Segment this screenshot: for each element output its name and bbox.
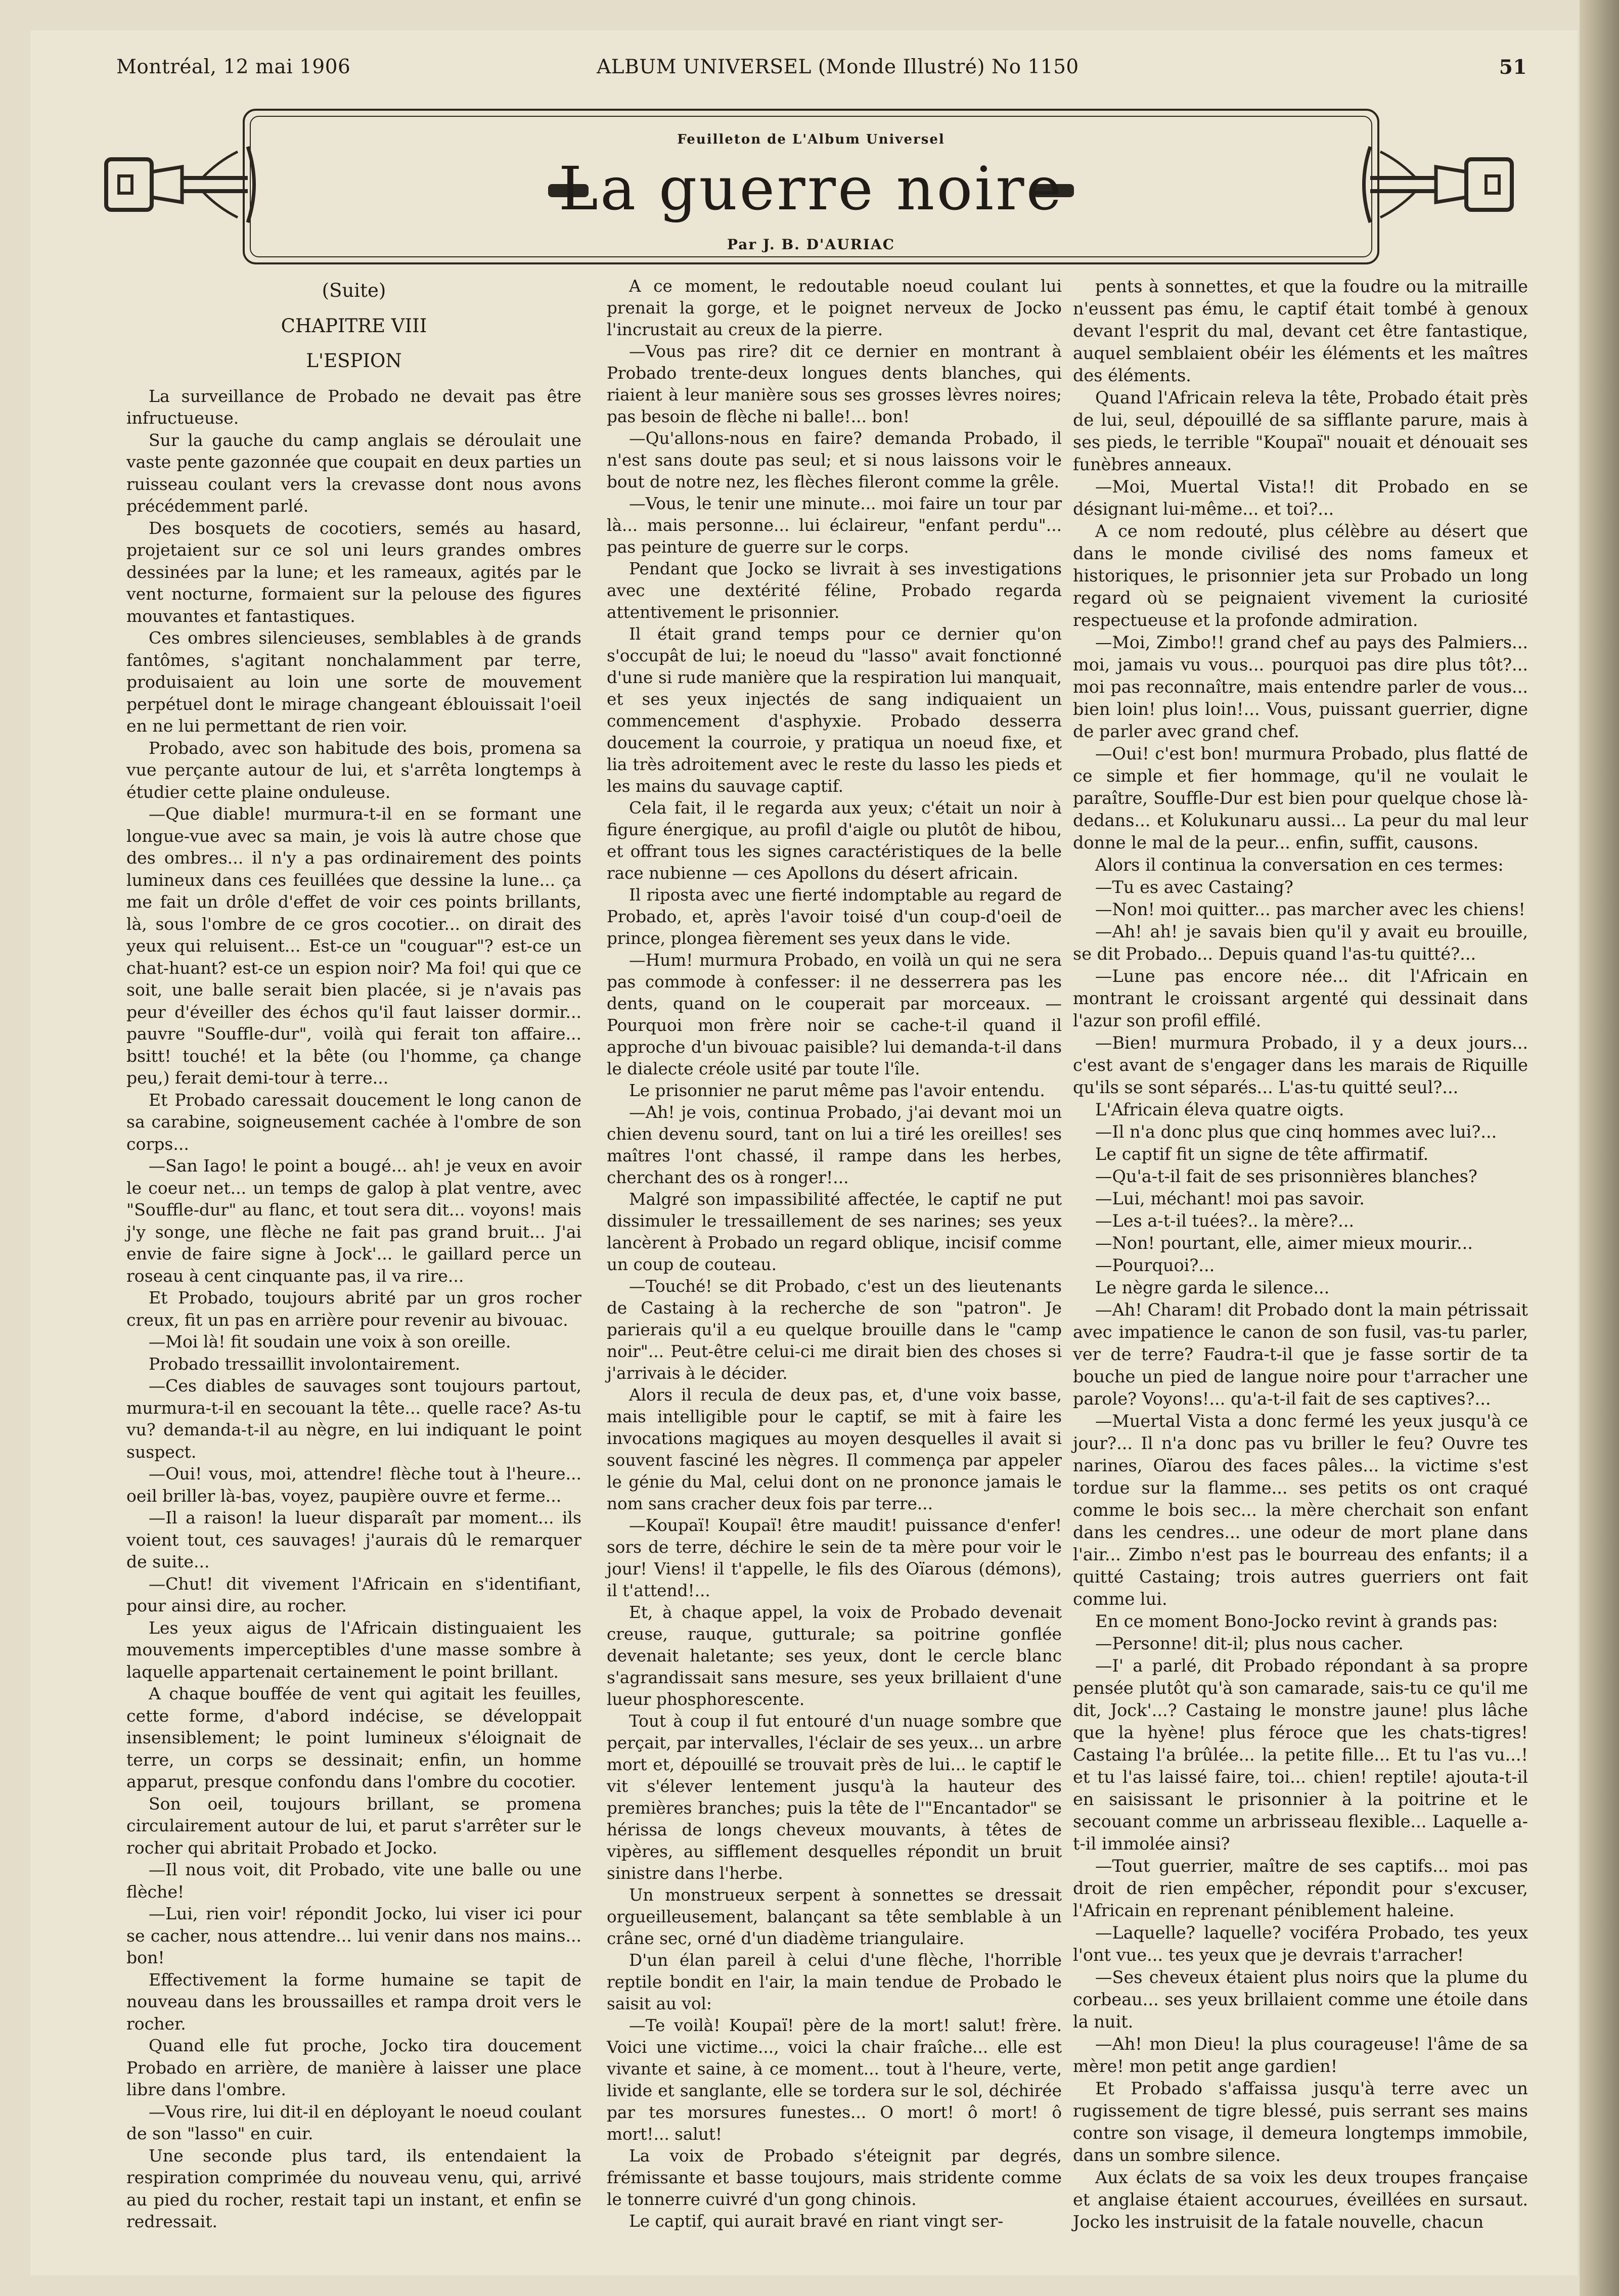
paragraph: —Vous rire, lui dit-il en déployant le noeud coulant de son "lasso" en cuir. <box>126 2101 581 2143</box>
paragraph: —Non! moi quitter... pas marcher avec les chiens! <box>1095 899 1525 919</box>
paragraph: Son oeil, toujours brillant, se promena circulairement autour de lui, et parut s'arrêter sur le rocher qui abritait Probado et Jocko. <box>126 1793 581 1858</box>
chapter-title: L'ESPION <box>306 350 402 372</box>
paragraph: —Les a-t-il tuées?.. la mère?... <box>1095 1211 1355 1231</box>
paragraph: Il était grand temps pour ce dernier qu'on s'occupât de lui; le noeud du "lasso" avait fonctionné d'une si rude manière que la respiration lui manquait, et ses yeux injectés de sang indiquaient un commencement d'asphyxie. Probado desserra doucement la courroie, y pratiqua un noeud fixe, et lia très adroitement avec le reste du lasso les pieds et les mains du sauvage captif. <box>607 624 1062 796</box>
paragraph: —Ses cheveux étaient plus noirs que la plume du corbeau... ses yeux brillaient comme une étoile dans la nuit. <box>1073 1967 1528 2032</box>
page-number: 51 <box>1499 56 1527 79</box>
paragraph: —Laquelle? laquelle? vociféra Probado, tes yeux l'ont vue... tes yeux que je devrais t'arracher! <box>1073 1923 1528 1965</box>
paragraph: Malgré son impassibilité affectée, le captif ne put dissimuler le tressaillement de ses narines; ses yeux lancèrent à Probado un regard oblique, incisif comme un coup de couteau. <box>607 1190 1062 1274</box>
paragraph: —Tu es avec Castaing? <box>1095 877 1293 897</box>
paragraph: Le captif fit un signe de tête affirmatif. <box>1095 1144 1429 1164</box>
paragraph: Alors il continua la conversation en ces termes: <box>1095 855 1504 875</box>
paragraph: Le nègre garda le silence... <box>1095 1278 1330 1297</box>
paragraph: Il riposta avec une fierté indomptable au regard de Probado, et, après l'avoir toisé d'un coup-d'oeil de prince, plongea fièrement ses yeux dans le vide. <box>607 885 1062 948</box>
story-title: La guerre noire <box>558 154 1064 223</box>
paragraph: Les yeux aigus de l'Africain distinguaient les mouvements imperceptibles d'une masse sombre à laquelle appartenait certainement le point brillant. <box>126 1617 581 1682</box>
paragraph: —Moi, Zimbo!! grand chef au pays des Palmiers... moi, jamais vu vous... pourquoi pas dire plus tôt?... moi pas reconnaître, mais entendre parler de vous... bien loin! plus loin!... Vous, puissant guerrier, digne de parler avec grand chef. <box>1073 633 1528 741</box>
paragraph: —Qu'allons-nous en faire? demanda Probado, il n'est sans doute pas seul; et si nous laissons voir le bout de notre nez, les flèches fileront comme la grêle. <box>607 429 1062 491</box>
paragraph: Pendant que Jocko se livrait à ses investigations avec une dextérité féline, Probado regarda attentivement le prisonnier. <box>607 559 1062 622</box>
paragraph: —Ah! je vois, continua Probado, j'ai devant moi un chien devenu sourd, tant on lui a tiré les oreilles! ses maîtres l'ont chassé, il rampe dans les herbes, cherchant des os à ronger!... <box>607 1103 1062 1187</box>
paragraph: La voix de Probado s'éteignit par degrés, frémissante et basse toujours, mais stridente comme le tonnerre cuivré d'un gong chinois. <box>607 2146 1062 2209</box>
feuilleton-label: Feuilleton de L'Album Universel <box>677 132 945 147</box>
paragraph: Et, à chaque appel, la voix de Probado devenait creuse, rauque, gutturale; sa poitrine gonflée devenait haletante; ses yeux, dont le cercle blanc s'agrandissait sans mesure, ses yeux brillaient d'une lueur phosphorescente. <box>607 1603 1062 1709</box>
paragraph: —Koupaï! Koupaï! être maudit! puissance d'enfer! sors de terre, déchire le sein de ta mère pour voir le jour! Viens! il t'appelle, le fils des Oïarous (démons), il t'attend!... <box>607 1516 1062 1600</box>
scroll-ornament-left-icon <box>96 137 263 233</box>
paragraph: —Touché! se dit Probado, c'est un des lieutenants de Castaing à la recherche de son "patron". Je parierais qu'il a eu quelque brouille dans le "camp noir"... Peut-être celui-ci me dirait bien des choses si j'arrivais à le décider. <box>607 1277 1062 1383</box>
paragraph: —Oui! vous, moi, attendre! flèche tout à l'heure... oeil briller là-bas, voyez, paupière ouvre et ferme... <box>126 1464 581 1506</box>
paragraph: —Il n'a donc plus que cinq hommes avec lui?... <box>1095 1122 1497 1142</box>
paragraph: —Muertal Vista a donc fermé les yeux jusqu'à ce jour?... Il n'a donc pas vu briller le feu? Ouvre tes narines, Oïarou des faces pâles... la victime s'est tordue sur la flamme... ses petits os ont craqué comme le bois sec... la mère cherchait son enfant dans les cendres... une odeur de mort plane dans l'air... Zimbo n'est pas le bourreau des enfants; il a quitté Castaing; trois autres guerriers ont fait comme lui. <box>1073 1411 1528 1609</box>
paragraph: Et Probado, toujours abrité par un gros rocher creux, fit un pas en arrière pour revenir au bivouac. <box>126 1288 581 1330</box>
paragraph: A chaque bouffée de vent qui agitait les feuilles, cette forme, d'abord indécise, se développait insensiblement; le point lumineux s'éloignait de terre, un corps se dessinait; enfin, un homme apparut, presque confondu dans l'ombre du cocotier. <box>126 1684 581 1791</box>
paragraph: —Te voilà! Koupaï! père de la mort! salut! frère. Voici une victime..., voici la chair fraîche... elle est vivante et saine, à ce moment... tout à l'heure, verte, livide et sanglante, elle se tordera sur le sol, déchirée par tes morsures funestes... O mort! ô mort! ô mort!... salut! <box>607 2016 1062 2144</box>
paragraph: En ce moment Bono-Jocko revint à grands pas: <box>1095 1611 1498 1631</box>
paragraph: —I' a parlé, dit Probado répondant à sa propre pensée plutôt qu'à son camarade, sais-tu ce qu'il me dit, Jock'...? Castaing le monstre jaune! plus lâche que la hyène! plus féroce que les chats-tigres! Castaing l'a brûlée... la petite fille... Et tu l'as vu...! et tu l'as laissé faire, toi... chien! reptile! ajouta-t-il en saisissant le prisonnier à la poitrine et le secouant comme un arbrisseau flexible... Laquelle a-t-il immolée ainsi? <box>1073 1656 1528 1854</box>
banner-frame <box>243 109 1379 264</box>
header-date: Montréal, 12 mai 1906 <box>116 56 351 78</box>
paragraph: —Chut! dit vivement l'Africain en s'identifiant, pour ainsi dire, au rocher. <box>126 1573 581 1615</box>
paragraph: —Moi là! fit soudain une voix à son oreille. <box>149 1332 511 1352</box>
paragraph: Et Probado caressait doucement le long canon de sa carabine, soigneusement cachée à l'ombre de son corps... <box>126 1090 581 1154</box>
paragraph: Le captif, qui aurait bravé en riant vingt ser- <box>629 2212 1004 2231</box>
paragraph: —Que diable! murmura-t-il en se formant une longue-vue avec sa main, je vois là autre chose que des ombres... il n'y a pas ordinairement des points lumineux dans ces feuillées que dessine la lune... ça me fait un drôle d'effet de voir ces points brillants, là, sous l'ombre de ce gros cocotier... on dirait des yeux qui reluisent... Est-ce un "couguar"? est-ce un chat-huant? est-ce un espion noir? Ma foi! qui que ce soit, une balle serait bien placée, si je n'avais pas peur d'éveiller des échos qu'il faut laisser dormir... pauvre "Souffle-dur", voilà qui ferait ton affaire... bsitt! touché! et la bête (ou l'homme, ça change peu,) ferait demi-tour à terre... <box>126 804 581 1088</box>
paragraph: Ces ombres silencieuses, semblables à de grands fantômes, s'agitant nonchalamment par terre, produisaient au loin une sorte de mouvement perpétuel dont le mirage changeant éblouissait l'oeil en ne lui permettant de rien voir. <box>126 628 581 736</box>
column-paragraphs <box>607 276 1062 2232</box>
title-banner <box>111 109 1507 265</box>
paragraph: Aux éclats de sa voix les deux troupes française et anglaise étaient accourues, éveillées en sursaut. Jocko les instruisit de la fatale nouvelle, chacun <box>1073 2168 1528 2232</box>
paragraph: Une seconde plus tard, ils entendaient la respiration comprimée du nouveau venu, qui, arrivé au pied du rocher, restait tapi un instant, et enfin se redressait. <box>126 2145 581 2231</box>
column-paragraphs <box>1073 276 1528 2233</box>
paragraph: Des bosquets de cocotiers, semés au hasard, projetaient sur ce sol uni leurs grandes ombres dessinées par la lune; et les rameaux, agités par le vent nocturne, formaient sur la pelouse des figures mouvantes et fantastiques. <box>126 518 581 626</box>
scroll-ornament-right-icon <box>1355 137 1522 233</box>
paragraph: Probado tressaillit involontairement. <box>149 1354 461 1374</box>
paragraph: —Il a raison! la lueur disparaît par moment... ils voient tout, ces sauvages! j'aurais dû le remarquer de suite... <box>126 1508 581 1571</box>
paragraph: Le prisonnier ne parut même pas l'avoir entendu. <box>629 1081 1045 1100</box>
paragraph: —Tout guerrier, maître de ses captifs... moi pas droit de rien empêcher, répondit pour s'excuser, l'Africain en reprenant péniblement haleine. <box>1073 1856 1528 1920</box>
paragraph: La surveillance de Probado ne devait pas être infructueuse. <box>126 386 581 428</box>
paragraph: D'un élan pareil à celui d'une flèche, l'horrible reptile bondit en l'air, la main tendue de Probado le saisit au vol: <box>607 1951 1062 2013</box>
suite-label: (Suite) <box>322 280 386 301</box>
paragraph: Quand l'Africain releva la tête, Probado était près de lui, seul, dépouillé de sa sifflante parure, mais à ses pieds, le terrible "Koupaï" nouait et dénouait ses funèbres anneaux. <box>1073 388 1528 474</box>
paragraph: —Ah! ah! je savais bien qu'il y avait eu brouille, se dit Probado... Depuis quand l'as-tu quitté?... <box>1073 922 1528 964</box>
paragraph: —Bien! murmura Probado, il y a deux jours... c'est avant de s'engager dans les marais de Riquille qu'ils se sont séparés... L'as-tu quitté seul?... <box>1073 1033 1528 1097</box>
paragraph: Effectivement la forme humaine se tapit de nouveau dans les broussailles et rampa droit vers le rocher. <box>126 1969 581 2034</box>
text-column-2 <box>607 276 1062 2232</box>
paragraph: —Oui! c'est bon! murmura Probado, plus flatté de ce simple et fier hommage, qu'il ne voulait le paraître, Souffle-Dur est bien pour quelque chose là-dedans... et Kolukunaru aussi... La peur du mal leur donne le mal de la peur... enfin, suffit, causons. <box>1073 744 1528 852</box>
paragraph: Sur la gauche du camp anglais se déroulait une vaste pente gazonnée que coupait en deux parties un ruisseau coulant vers la crevasse dont nous avons précédemment parlé. <box>126 430 581 516</box>
paragraph: —Moi, Muertal Vista!! dit Probado en se désignant lui-même... et toi?... <box>1073 477 1528 519</box>
text-column-1 <box>126 276 581 2233</box>
paragraph: —Il nous voit, dit Probado, vite une balle ou une flèche! <box>126 1860 581 1902</box>
header-publication: ALBUM UNIVERSEL (Monde Illustré) No 1150 <box>597 56 1079 78</box>
paragraph: —Ces diables de sauvages sont toujours partout, murmura-t-il en secouant la tête... quelle race? As-tu vu? demanda-t-il au nègre, en lui indiquant le point suspect. <box>126 1376 581 1462</box>
paragraph: —Non! pourtant, elle, aimer mieux mourir... <box>1095 1233 1473 1253</box>
paragraph: Cela fait, il le regarda aux yeux; c'était un noir à figure énergique, au profil d'aigle ou plutôt de hibou, et offrant tous les signes caractéristiques de la belle race nubienne — ces Apollons du désert africain. <box>607 798 1062 883</box>
paragraph: —Lui, rien voir! répondit Jocko, lui viser ici pour se cacher, nous attendre... lui venir dans nos mains... bon! <box>126 1904 581 1967</box>
story-byline: Par J. B. D'AURIAC <box>727 236 895 253</box>
paragraph: Et Probado s'affaissa jusqu'à terre avec un rugissement de tigre blessé, puis serrant ses mains contre son visage, il demeura longtemps immobile, dans un sombre silence. <box>1073 2079 1528 2165</box>
paragraph: Alors il recula de deux pas, et, d'une voix basse, mais intelligible pour le captif, se mit à faire les invocations magiques au moyen desquelles il avait si souvent fasciné les nègres. Il commença par appeler le génie du Mal, celui dont on ne prononce jamais le nom sans cracher deux fois par terre... <box>607 1385 1062 1513</box>
paragraph: A ce nom redouté, plus célèbre au désert que dans le monde civilisé des noms fameux et historiques, le prisonnier jeta sur Probado un long regard où se peignaient vivement la curiosité respectueuse et la profonde admiration. <box>1073 521 1528 630</box>
paragraph: —Qu'a-t-il fait de ses prisonnières blanches? <box>1095 1166 1477 1186</box>
paragraph: —Lui, méchant! moi pas savoir. <box>1095 1189 1365 1208</box>
paragraph: —Lune pas encore née... dit l'Africain en montrant le croissant argenté qui dessinait dans l'azur son profil effilé. <box>1073 966 1528 1030</box>
paragraph: —Ah! mon Dieu! la plus courageuse! l'âme de sa mère! mon petit ange gardien! <box>1073 2034 1528 2076</box>
paragraph: —Personne! dit-il; plus nous cacher. <box>1095 1634 1404 1653</box>
paragraph: —San Iago! le point a bougé... ah! je veux en avoir le coeur net... un temps de galop à plat ventre, avec "Souffle-dur" au flanc, et tout sera dit... voyons! mais j'y songe, une flèche ne fait pas grand bruit... J'ai envie de faire signe à Jock'... le gaillard perce un roseau à cent cinquante pas, il va rire... <box>126 1156 581 1286</box>
paragraph: Probado, avec son habitude des bois, promena sa vue perçante autour de lui, et s'arrêta longtemps à étudier cette plaine onduleuse. <box>126 738 581 802</box>
paragraph: Quand elle fut proche, Jocko tira doucement Probado en arrière, de manière à laisser une place libre dans l'ombre. <box>126 2036 581 2099</box>
column-paragraphs <box>126 385 581 2233</box>
chapter-heading: CHAPITRE VIII <box>281 314 427 337</box>
paragraph: L'Africain éleva quatre oigts. <box>1095 1100 1344 1119</box>
paragraph: A ce moment, le redoutable noeud coulant lui prenait la gorge, et le poignet nerveux de Jocko l'incrustait au creux de la pierre. <box>607 277 1062 339</box>
paragraph: —Hum! murmura Probado, en voilà un qui ne sera pas commode à confesser: il ne desserrera pas les dents, quand on le couperait par morceaux. — Pourquoi mon frère noir se cache-t-il quand il approche d'un bivouac paisible? lui demanda-t-il dans le dialecte créole usité par toute l'île. <box>607 951 1062 1078</box>
text-column-3 <box>1073 276 1528 2233</box>
paragraph: Tout à coup il fut entouré d'un nuage sombre que perçait, par intervalles, l'éclair de ses yeux... un arbre mort et, dépouillé se trouvait près de lui... le captif le vit s'élever lentement jusqu'à la hauteur des premières branches; puis la tête de l'"Encantador" se hérissa de longs cheveux mouvants, à têtes de vipères, au sifflement desquelles répondit un bruit sinistre dans l'herbe. <box>607 1712 1062 1883</box>
paragraph: —Ah! Charam! dit Probado dont la main pétrissait avec impatience le canon de son fusil, vas-tu parler, ver de terre? Faudra-t-il que je fasse sortir de ta bouche un pied de langue noire pour t'arracher une parole? Voyons!... qu'a-t-il fait de ses captives?... <box>1073 1300 1528 1409</box>
running-header <box>76 56 1527 86</box>
paragraph: Un monstrueux serpent à sonnettes se dressait orgueilleusement, balançant sa tête semblable à un crâne sec, orné d'un diadème triangulaire. <box>607 1885 1062 1948</box>
paragraph: —Vous pas rire? dit ce dernier en montrant à Probado trente-deux longues dents blanches, qui riaient à leur manière sous ses grosses lèvres noires; pas besoin de flèche ni balle!... bon! <box>607 342 1062 426</box>
paragraph: —Vous, le tenir une minute... moi faire un tour par là... mais personne... lui éclaireur, "enfant perdu"... pas peinture de guerre sur le corps. <box>607 494 1062 557</box>
paragraph: pents à sonnettes, et que la foudre ou la mitraille n'eussent pas ému, le captif était tombé à genoux devant l'esprit du mal, devant cet être fantastique, auquel semblaient obéir les éléments et les maîtres des éléments. <box>1073 277 1528 385</box>
paragraph: —Pourquoi?... <box>1095 1255 1215 1275</box>
binding-spine <box>1580 0 1619 2296</box>
